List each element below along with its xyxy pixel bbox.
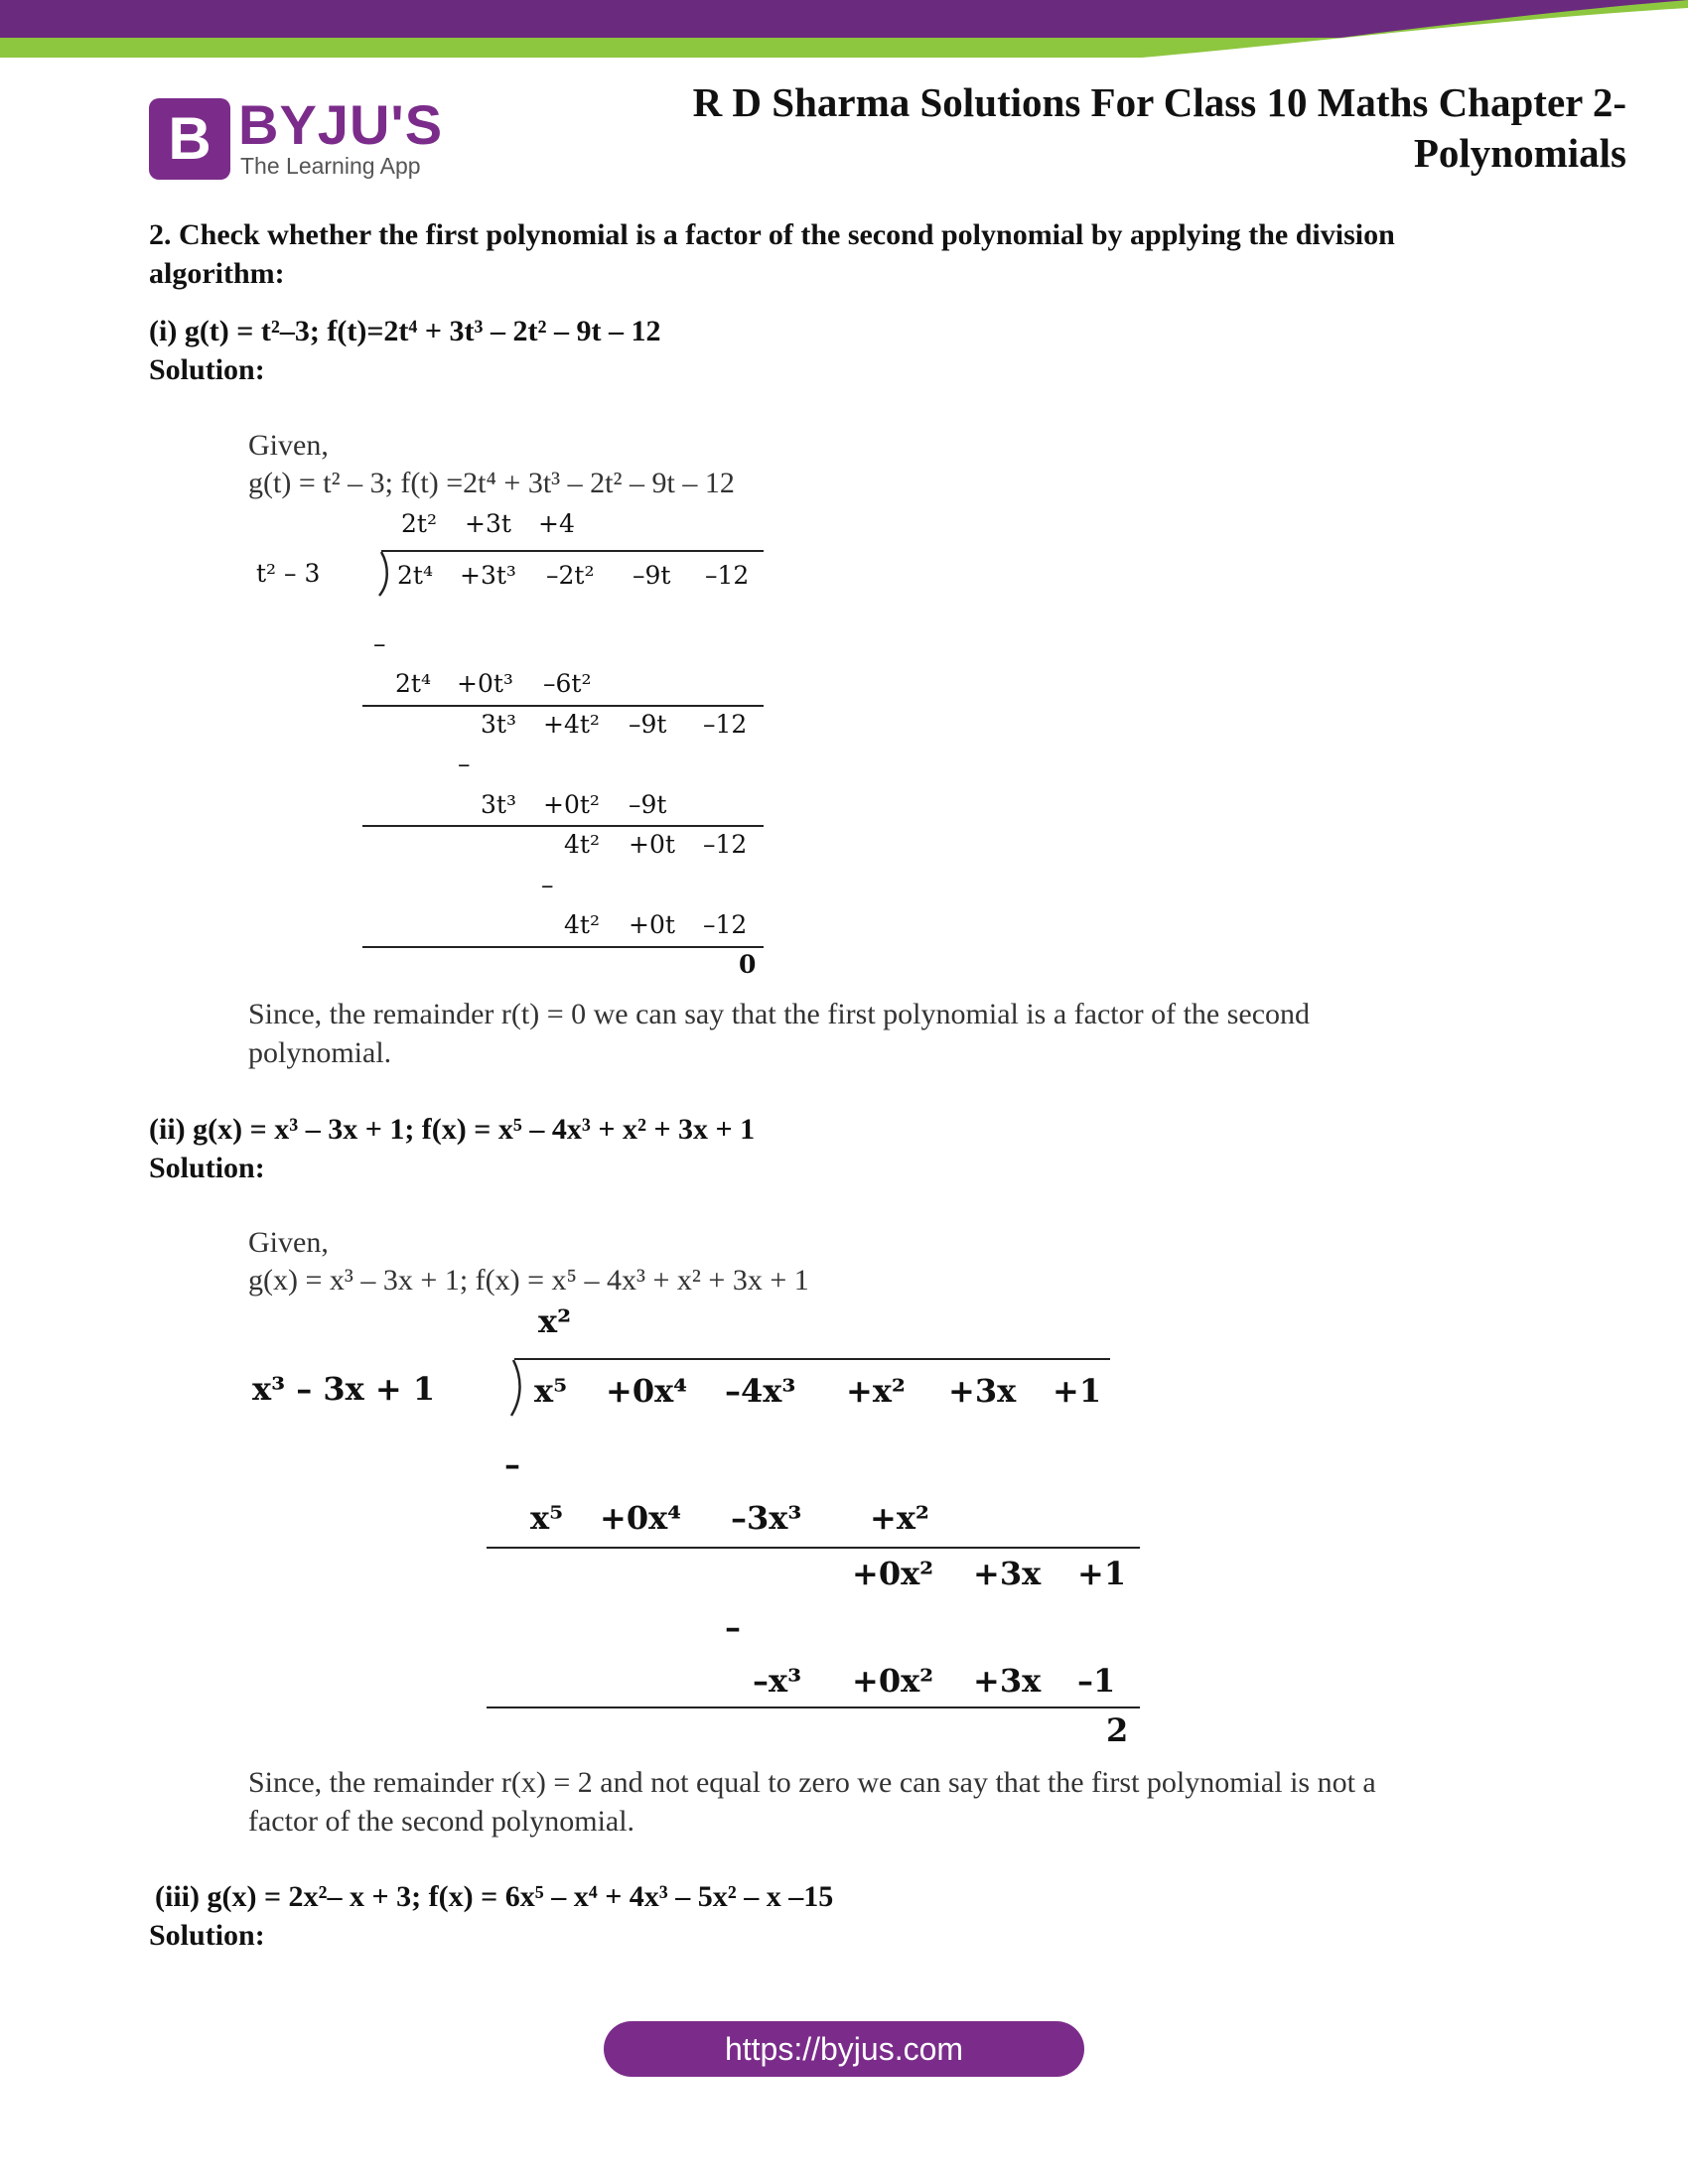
subtract-term: +x² (870, 1499, 929, 1537)
division-bracket (377, 550, 391, 598)
dividend-term: +x² (846, 1372, 906, 1410)
remainder-term: +0x² (852, 1555, 934, 1592)
top-banner (0, 0, 1688, 60)
remainder-term: +4t² (543, 710, 600, 739)
division-bar (381, 550, 764, 552)
title-line-1: R D Sharma Solutions For Class 10 Maths Chapter 2- (692, 79, 1626, 125)
subtract-term: x⁵ (530, 1499, 564, 1537)
subtract-term: 2t⁴ (395, 669, 431, 698)
minus-sign: – (725, 1608, 741, 1646)
subtract-term: –x³ (753, 1662, 802, 1700)
part2-heading: (ii) g(x) = x³ – 3x + 1; f(x) = x⁵ – 4x³ + x² + 3x + 1 (149, 1113, 756, 1146)
dividend-term: –9t (633, 561, 671, 590)
subtraction-line (487, 1547, 1140, 1549)
conclusion-line-2: polynomial. (248, 1036, 392, 1069)
subtract-term: +0t³ (457, 669, 513, 698)
remainder-term: –12 (703, 830, 748, 859)
subtract-term: –6t² (543, 669, 592, 698)
question-line-2: algorithm: (149, 257, 285, 290)
remainder-term: –9t (629, 710, 667, 739)
logo-letter: B (168, 105, 211, 172)
dividend-term: –2t² (546, 561, 595, 590)
subtract-term: –9t (629, 790, 667, 819)
brand-name: BYJU'S (238, 93, 444, 156)
remainder-term: +0t (629, 830, 675, 859)
part3-heading: (iii) g(x) = 2x²– x + 3; f(x) = 6x⁵ – x⁴ + 4x³ – 5x² – x –15 (155, 1880, 834, 1913)
subtract-term: –12 (703, 910, 748, 939)
dividend-term: +1 (1053, 1372, 1102, 1410)
quotient-term: 2t² (401, 509, 437, 538)
quotient-term: +4 (538, 509, 575, 538)
minus-sign: – (541, 871, 554, 899)
part1-given: Given, (248, 429, 329, 462)
dividend-term: 2t⁴ (397, 561, 433, 590)
footer-url[interactable]: https://byjus.com (724, 2031, 964, 2067)
remainder-term: 4t² (564, 830, 600, 859)
part1-given-equation: g(t) = t² – 3; f(t) =2t⁴ + 3t³ – 2t² – 9t – 12 (248, 467, 735, 499)
part1-conclusion (248, 995, 1539, 1072)
dividend-term: +0x⁴ (606, 1372, 688, 1410)
remainder-term: –12 (703, 710, 748, 739)
subtraction-line (362, 825, 764, 827)
conclusion-line-1: Since, the remainder r(x) = 2 and not equal to zero we can say that the first polynomial is not a (248, 1766, 1376, 1799)
final-remainder: 0 (739, 950, 757, 979)
subtract-term: 3t³ (481, 790, 516, 819)
subtract-term: –1 (1077, 1662, 1116, 1700)
subtraction-line (362, 946, 764, 948)
divisor: x³ – 3x + 1 (252, 1370, 436, 1408)
final-remainder: 2 (1106, 1711, 1129, 1749)
question-text (149, 215, 1589, 293)
dividend-term: –4x³ (725, 1372, 796, 1410)
subtract-term: +0t (629, 910, 675, 939)
dividend-term: +3t³ (460, 561, 516, 590)
minus-sign: – (373, 629, 386, 658)
quotient-term: +3t (465, 509, 511, 538)
subtract-term: +0x⁴ (600, 1499, 682, 1537)
brand-tagline: The Learning App (240, 153, 421, 179)
division-bracket (508, 1358, 524, 1418)
document-title (633, 77, 1626, 179)
title-line-2: Polynomials (1413, 130, 1626, 176)
dividend-term: +3x (948, 1372, 1017, 1410)
part1-heading: (i) g(t) = t²–3; f(t)=2t⁴ + 3t³ – 2t² – 9t – 12 (149, 315, 661, 347)
minus-sign: – (458, 750, 471, 778)
subtract-term: –3x³ (731, 1499, 802, 1537)
subtraction-line (487, 1706, 1140, 1708)
subtract-term: 4t² (564, 910, 600, 939)
remainder-term: +3x (973, 1555, 1042, 1592)
subtract-term: +0t² (543, 790, 600, 819)
part2-solution-label: Solution: (149, 1152, 265, 1184)
remainder-term: 3t³ (481, 710, 516, 739)
part3-solution-label: Solution: (149, 1919, 265, 1952)
dividend-term: –12 (705, 561, 750, 590)
remainder-term: +1 (1077, 1555, 1127, 1592)
dividend-term: x⁵ (534, 1372, 568, 1410)
subtract-term: +3x (973, 1662, 1042, 1700)
footer-link[interactable] (604, 2021, 1084, 2077)
part2-conclusion (248, 1763, 1539, 1841)
byjus-logo[interactable] (149, 93, 444, 184)
divisor: t² – 3 (256, 559, 321, 588)
part1-solution-label: Solution: (149, 353, 265, 386)
conclusion-line-1: Since, the remainder r(t) = 0 we can say that the first polynomial is a factor of the second (248, 998, 1311, 1030)
minus-sign: – (504, 1445, 520, 1483)
question-line-1: 2. Check whether the first polynomial is a factor of the second polynomial by applying the division (149, 218, 1395, 251)
conclusion-line-2: factor of the second polynomial. (248, 1805, 635, 1838)
division-bar (514, 1358, 1110, 1360)
part2-given-equation: g(x) = x³ – 3x + 1; f(x) = x⁵ – 4x³ + x² + 3x + 1 (248, 1264, 809, 1297)
part2-given: Given, (248, 1226, 329, 1259)
subtraction-line (362, 705, 764, 707)
quotient-term: x² (538, 1302, 572, 1340)
subtract-term: +0x² (852, 1662, 934, 1700)
